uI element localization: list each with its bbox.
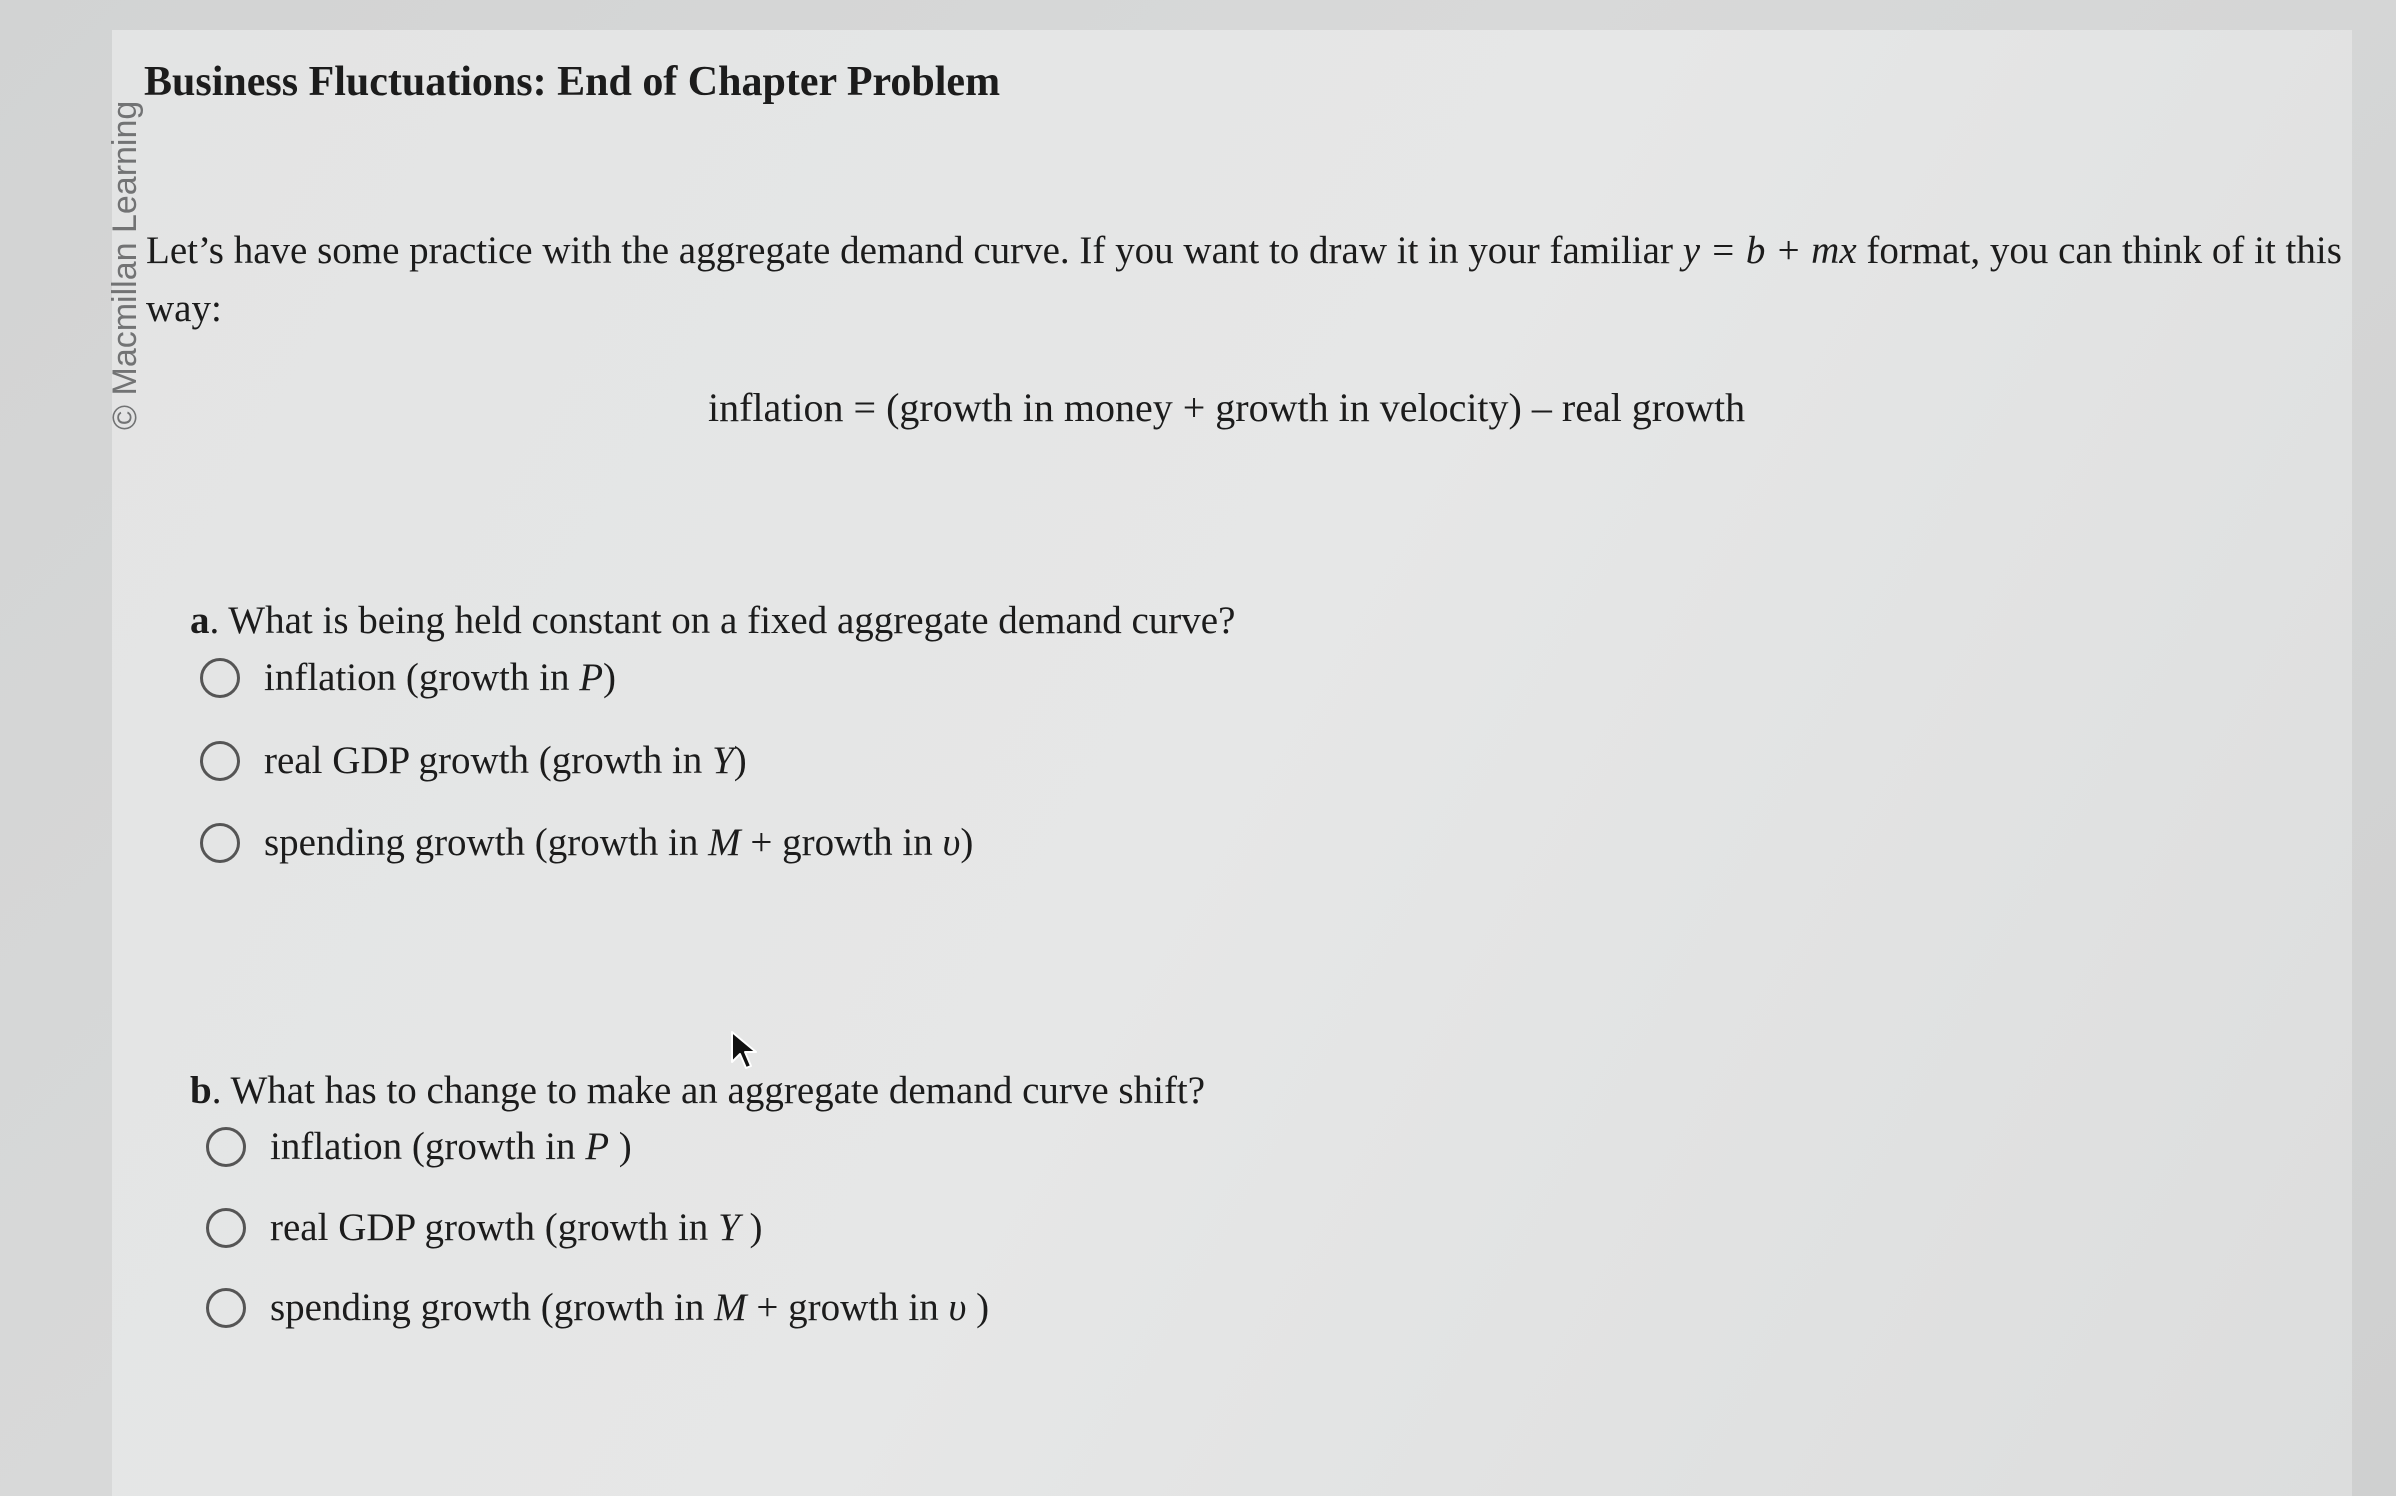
intro-paragraph — [146, 222, 2366, 338]
question-a-option-spending[interactable] — [200, 820, 973, 865]
option-label: real GDP growth (growth in Y) — [264, 739, 747, 782]
question-a-letter: a — [190, 599, 210, 642]
question-b-option-spending[interactable] — [206, 1285, 989, 1330]
option-label: inflation (growth in P ) — [270, 1125, 632, 1168]
question-b-text: . What has to change to make an aggregate demand curve shift? — [211, 1069, 1206, 1112]
question-a-prompt — [190, 598, 1235, 643]
mouse-pointer-icon — [730, 1030, 760, 1070]
question-b-option-inflation[interactable] — [206, 1124, 632, 1169]
watermark-text: © Macmillan Learning — [106, 100, 144, 430]
radio-button-icon[interactable] — [206, 1127, 246, 1167]
radio-button-icon[interactable] — [200, 658, 240, 698]
radio-button-icon[interactable] — [206, 1288, 246, 1328]
question-b-letter: b — [190, 1069, 212, 1112]
page-title: Business Fluctuations: End of Chapter Problem — [144, 59, 1001, 105]
question-b-option-real-gdp[interactable] — [206, 1205, 763, 1250]
intro-formula: y = b + mx — [1682, 229, 1857, 272]
question-a-option-inflation[interactable] — [200, 655, 616, 700]
radio-button-icon[interactable] — [200, 823, 240, 863]
option-label: spending growth (growth in M + growth in υ) — [264, 821, 974, 864]
question-a-option-real-gdp[interactable] — [200, 738, 747, 783]
option-label: spending growth (growth in M + growth in υ ) — [270, 1286, 990, 1329]
option-label: inflation (growth in P) — [264, 656, 617, 699]
option-label: real GDP growth (growth in Y ) — [270, 1206, 763, 1249]
question-b-prompt — [190, 1068, 1205, 1113]
intro-text-before: Let’s have some practice with the aggregate demand curve. If you want to draw it in your familiar — [146, 229, 1683, 272]
ad-equation: inflation = (growth in money + growth in velocity) – real growth — [708, 385, 1746, 430]
copyright-watermark — [100, 70, 144, 430]
radio-button-icon[interactable] — [200, 741, 240, 781]
intro-text-after: format, you can think of it this way: — [146, 229, 2342, 330]
question-a-text: . What is being held constant on a fixed aggregate demand curve? — [209, 599, 1236, 642]
radio-button-icon[interactable] — [206, 1208, 246, 1248]
